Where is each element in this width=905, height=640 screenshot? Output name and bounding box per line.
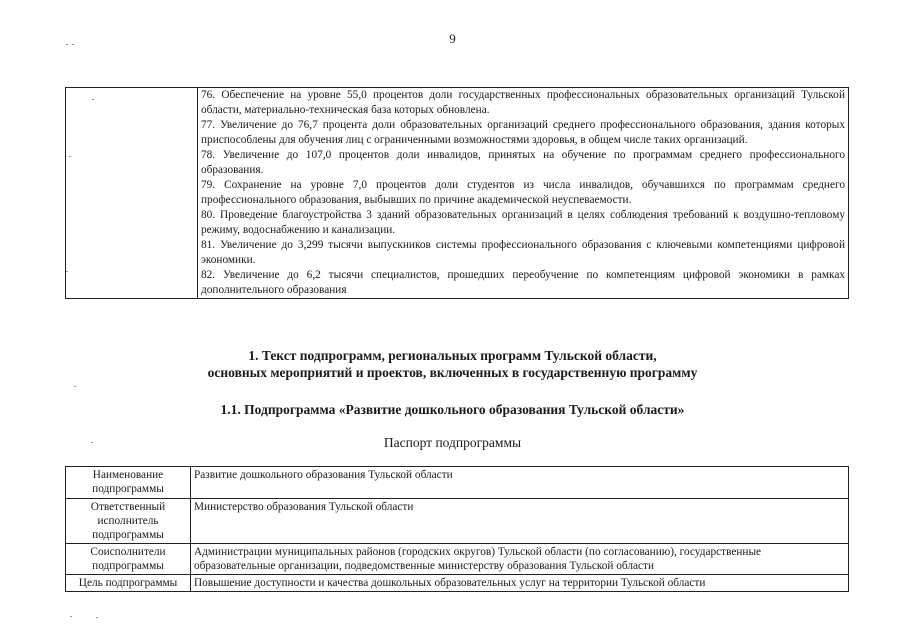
passport-title: Паспорт подпрограммы	[383, 435, 522, 450]
target-item-81: 81. Увеличение до 3,299 тысячи выпускников системы профессионального образования с ключевыми компетенциями цифровой экономики.	[201, 239, 845, 266]
passport-table	[65, 466, 849, 592]
scan-speck	[72, 44, 74, 45]
passport-row	[66, 467, 849, 499]
target-item-79: 79. Сохранение на уровне 7,0 процентов доли студентов из числа инвалидов, обучавшихся по программам среднего профессионального образования, выбывших по причине академической неуспеваемости.	[201, 179, 845, 206]
section-heading-line-2: основных мероприятий и проектов, включенных в государственную программу	[207, 365, 698, 380]
scan-speck	[96, 617, 98, 618]
passport-row	[66, 575, 849, 592]
passport-value: Администрации муниципальных районов (городских округов) Тульской области (по согласованию), государственные образовательные организации, подведомственные министерству образования Тульской области	[191, 544, 849, 575]
passport-label: Наименование подпрограммы	[66, 467, 191, 499]
passport-label: Соисполнители подпрограммы	[66, 544, 191, 575]
passport-value: Министерство образования Тульской области	[191, 499, 849, 544]
targets-cell	[198, 88, 849, 299]
scan-speck	[92, 99, 94, 100]
scan-speck	[66, 271, 68, 272]
passport-value: Развитие дошкольного образования Тульской области	[191, 467, 849, 499]
subprogram-heading: 1.1. Подпрограмма «Развитие дошкольного образования Тульской области»	[220, 402, 685, 417]
passport-row	[66, 499, 849, 544]
passport-row	[66, 544, 849, 575]
targets-table	[65, 87, 849, 299]
scan-speck	[74, 386, 76, 387]
target-item-82: 82. Увеличение до 6,2 тысячи специалистов, прошедших переобучение по компетенциям цифровой экономики в рамках дополнительного образования	[201, 269, 845, 296]
passport-label: Ответственный исполнитель подпрограммы	[66, 499, 191, 544]
passport-label: Цель подпрограммы	[66, 575, 191, 592]
targets-empty-cell	[66, 88, 198, 299]
scan-speck	[70, 616, 72, 617]
section-heading	[0, 347, 905, 381]
scan-speck	[69, 156, 71, 157]
target-item-78: 78. Увеличение до 107,0 процентов доли инвалидов, принятых на обучение по программам среднего профессионального образования.	[201, 149, 845, 176]
scan-speck	[66, 44, 68, 45]
page-number: 9	[449, 31, 456, 46]
target-item-76: 76. Обеспечение на уровне 55,0 процентов доли государственных профессиональных образовательных организаций Тульской области, материально-техническая база которых обновлена.	[201, 89, 845, 116]
passport-value: Повышение доступности и качества дошкольных образовательных услуг на территории Тульской области	[191, 575, 849, 592]
section-heading-line-1: 1. Текст подпрограмм, региональных программ Тульской области,	[248, 348, 657, 363]
target-item-80: 80. Проведение благоустройства 3 зданий образовательных организаций в целях соблюдения требований к воздушно-тепловому режиму, водоснабжению и канализации.	[201, 209, 845, 236]
scan-speck	[91, 442, 93, 443]
target-item-77: 77. Увеличение до 76,7 процента доли образовательных организаций среднего профессионального образования, здания которых приспособлены для обучения лиц с ограниченными возможностями здоровья, в общем числе таких организаций.	[201, 119, 845, 146]
targets-row	[66, 88, 849, 299]
